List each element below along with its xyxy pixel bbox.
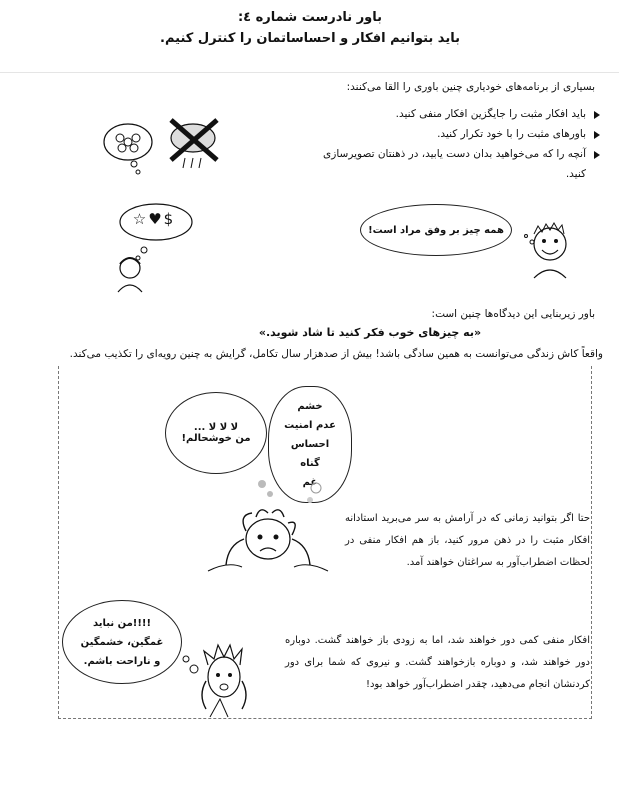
quote-text: «به چیزهای خوب فکر کنید تا شاد شوید.»	[258, 326, 482, 339]
cloud-all-good	[360, 204, 512, 256]
bullet-list	[300, 104, 600, 184]
cloud-must-not-line-1: !!!!من نباید	[92, 617, 152, 629]
smiling-man-icon	[520, 220, 580, 280]
page-title	[120, 8, 500, 58]
cloud-must-not-line-2: غمگین، خشمگین	[80, 636, 164, 648]
cloud-must-not-line-3: و ناراحت باشم.	[83, 655, 161, 667]
feeling-word: احساس	[290, 439, 330, 450]
paragraph-return: افکار منفی کمی دور خواهند شد، اما به زودی باز خواهند گشت. دوباره دور خواهند شد، و دوباره بازخواهند گشت. و نیرو‌ی که شما برای دور کردنشان انجام می‌دهید، چقدر اضطراب‌آور خواهد بود!	[285, 635, 590, 690]
dream-symbols: ☆♥$	[132, 210, 176, 228]
cloud-happy	[165, 392, 267, 474]
cloud-happy-line-2: من خوشحالم!	[181, 433, 251, 444]
bullet-item: باورهای مثبت را با خود تکرار کنید.	[300, 124, 600, 144]
intro-text: بسیاری از برنامه‌های خودیاری چنین باوری را القا می‌کنند:	[346, 81, 595, 93]
bullet-item: آنچه را که می‌خواهید بدان دست یابید، در ذهنتان تصویرسازی کنید.	[300, 144, 600, 184]
title-line-2: باید بتوانیم افکار و احساساتمان را کنترل کنیم.	[160, 31, 460, 46]
cloud-must-not	[62, 600, 182, 684]
feeling-word: گناه	[300, 458, 320, 469]
flower-thought-icon	[100, 120, 160, 180]
paragraph-calm: حتا اگر بتوانید زمانی که در آرامش به سر می‌برید استادانه افکار مثبت را در ذهن مرور کنید، باز هم افکار منفی در لحظات اضطراب‌آور به سراغتان خواهند آمد.	[345, 513, 590, 568]
feeling-word: عدم امنیت	[284, 420, 336, 431]
bullet-item: باید افکار مثبت را جایگزین افکار منفی کنید.	[300, 104, 600, 124]
anxious-person-icon	[180, 645, 260, 717]
stressed-person-icon	[208, 505, 328, 575]
cloud-happy-line-1: لا لا لا ...	[193, 422, 239, 433]
header-rule	[0, 72, 619, 73]
crossed-rain-cloud-icon	[165, 118, 225, 178]
feeling-word: خشم	[297, 401, 323, 412]
wish-text: واقعاً کاش زندگی می‌توانست به همین سادگی باشد! بیش از صدهزار سال تکامل، گرایش به چنین رویه‌ای را تکذیب می‌کند.	[69, 348, 603, 360]
cloud-all-good-text: همه چیز بر وفق مراد است!	[368, 224, 504, 236]
feeling-word: غم	[302, 477, 318, 488]
basis-text: باور زیربنایی این دیدگاه‌ها چنین است:	[431, 308, 595, 320]
title-line-1: باور نادرست شماره ٤:	[237, 10, 383, 25]
